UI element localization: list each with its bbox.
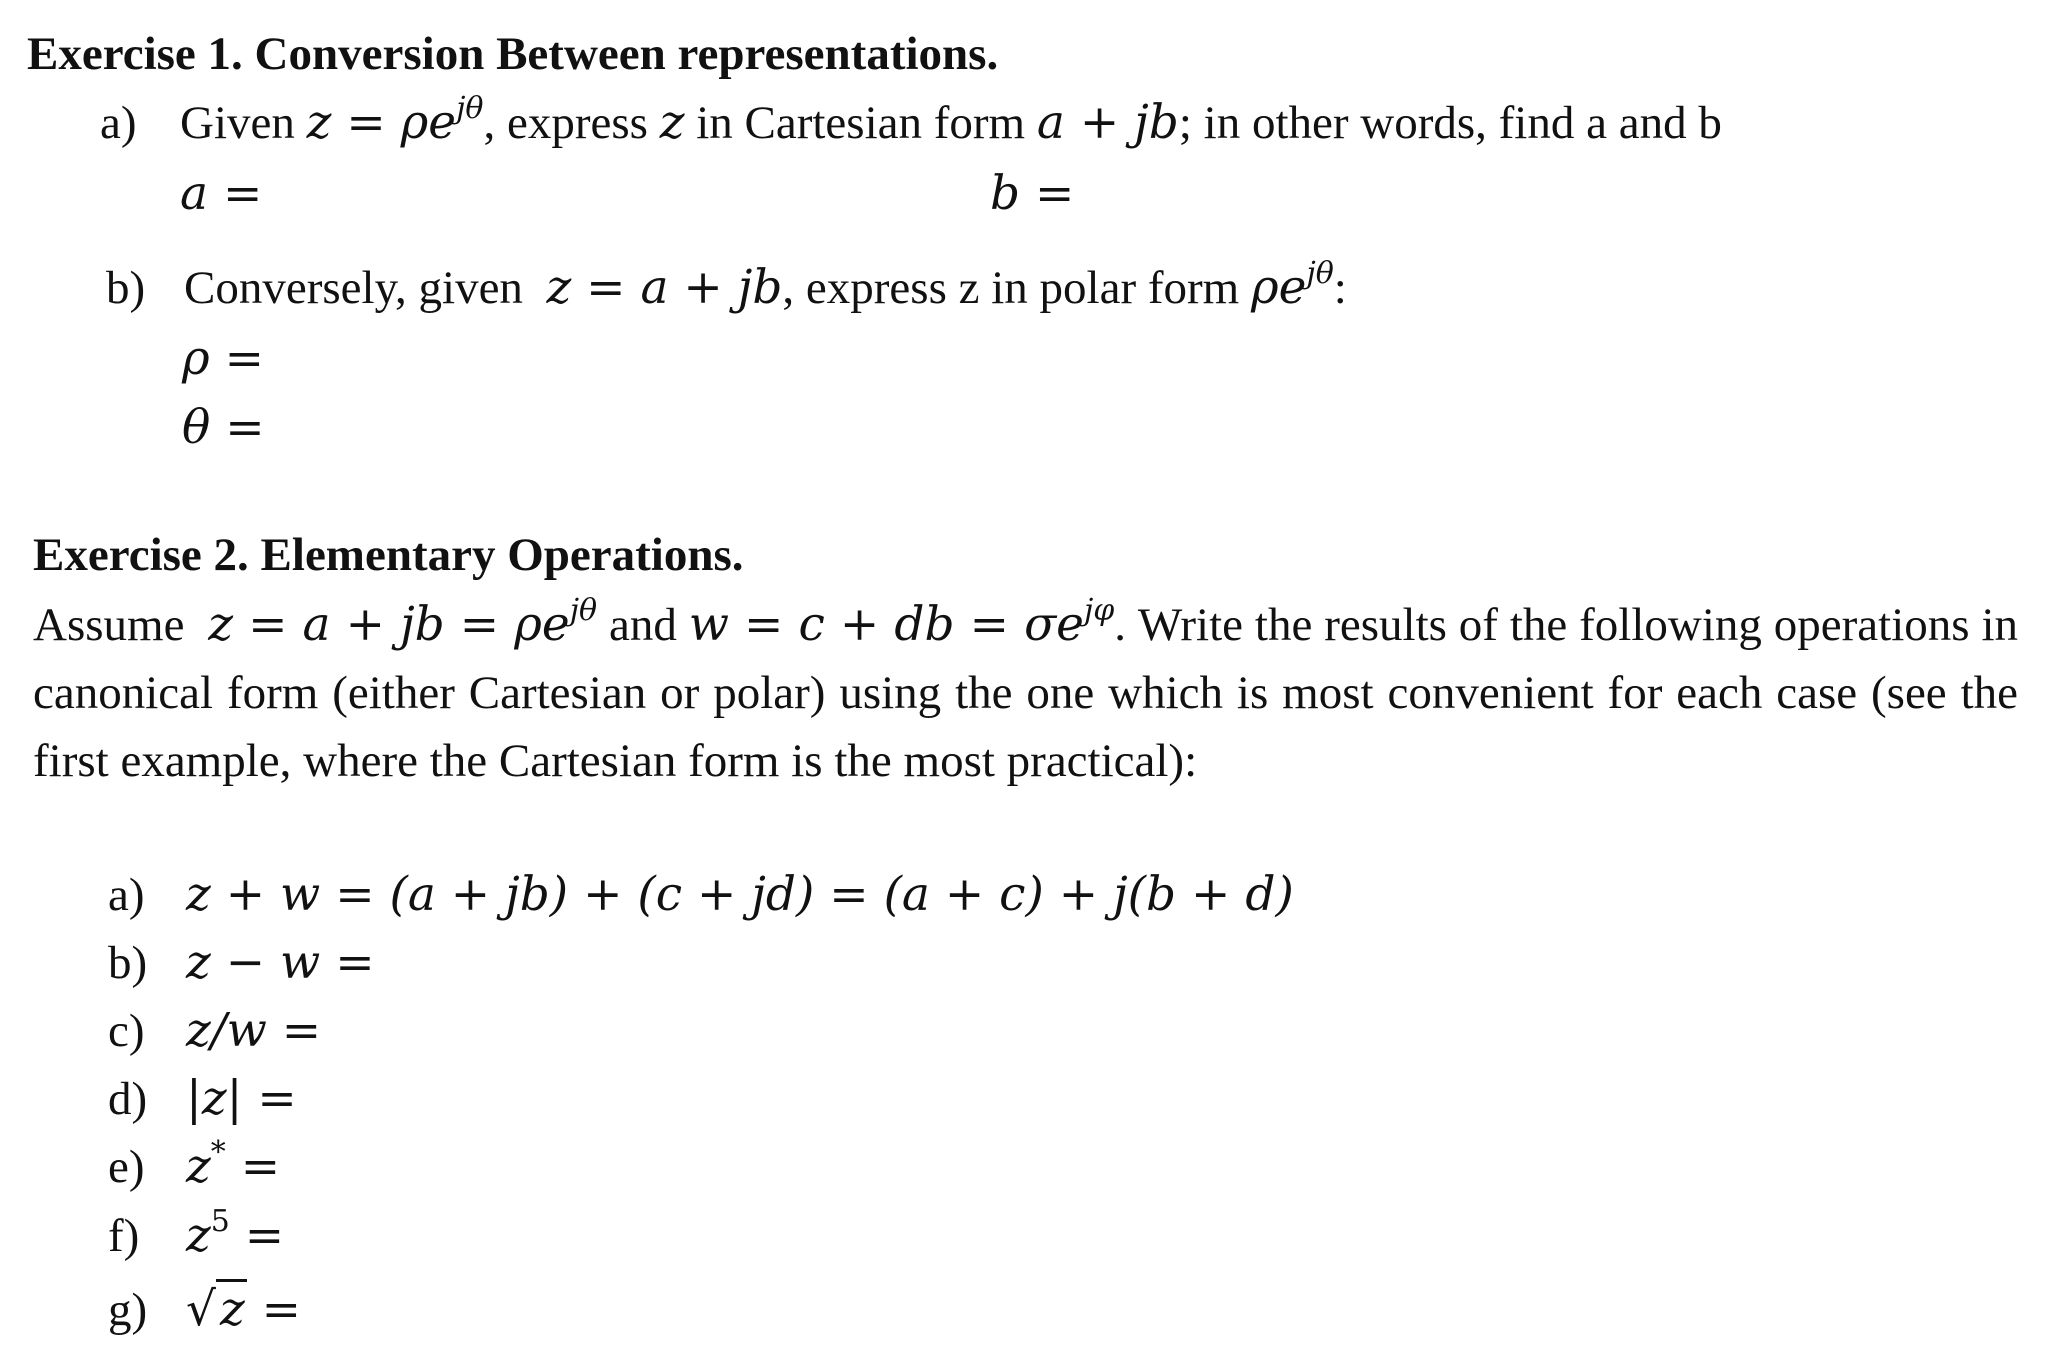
sqrt-radicand: z bbox=[216, 1279, 247, 1337]
part-a-z: z bbox=[659, 95, 685, 150]
exercise1-part-b bbox=[106, 258, 1347, 318]
answer-theta: θ = bbox=[182, 400, 265, 455]
part-a-express-text: , express bbox=[483, 97, 648, 149]
item-a bbox=[108, 865, 1294, 925]
intro-w-expr bbox=[688, 593, 1115, 652]
item-d bbox=[108, 1069, 297, 1129]
item-b bbox=[108, 933, 375, 993]
exercise1-title: Exercise 1. Conversion Between representations. bbox=[27, 28, 999, 80]
z-expr-base: z = a + jb = ρe bbox=[208, 597, 570, 652]
sqrt-sign: √ bbox=[186, 1282, 216, 1337]
item-f bbox=[108, 1206, 284, 1266]
polar-exponent: jθ bbox=[1306, 256, 1334, 291]
intro-rest: . Write the results of the following operations in canonical form (either Cartesian or polar) using the one which is most convenient for each case (see the first example, where the Cartesian form is the most practical): bbox=[33, 599, 2019, 787]
answer-b: b = bbox=[990, 166, 1075, 221]
item-d-label: d) bbox=[108, 1073, 148, 1125]
part-b-colon: : bbox=[1333, 262, 1347, 314]
w-expr-exponent: jφ bbox=[1083, 593, 1115, 628]
part-a-cartesian-expr: a + jb bbox=[1036, 95, 1179, 150]
item-g-expr bbox=[186, 1282, 301, 1337]
exercise1-part-a bbox=[100, 93, 1722, 153]
polar-base: ρe bbox=[1250, 260, 1307, 315]
item-f-base: z bbox=[186, 1208, 211, 1263]
item-f-expr bbox=[186, 1204, 285, 1263]
part-b-polar-expr bbox=[1250, 256, 1334, 315]
item-a-label: a) bbox=[108, 869, 145, 921]
item-b-label: b) bbox=[108, 937, 148, 989]
intro-z-expr bbox=[208, 593, 598, 652]
z-expr-exponent: jθ bbox=[569, 593, 598, 628]
item-b-expr: z − w = bbox=[186, 935, 375, 990]
item-g-tail: = bbox=[246, 1282, 302, 1337]
part-a-polar-expr bbox=[306, 91, 484, 150]
part-a-tail-text: ; in other words, find a and b bbox=[1178, 97, 1722, 149]
item-f-superscript: 5 bbox=[210, 1204, 230, 1239]
item-c-expr: z/w = bbox=[186, 1003, 322, 1058]
part-b-label: b) bbox=[106, 262, 146, 314]
part-b-lead-text: Conversely, given bbox=[184, 262, 523, 314]
item-d-expr: |z| = bbox=[186, 1071, 297, 1126]
item-a-expr: z + w = (a + jb) + (c + jd) = (a + c) + j(b + d) bbox=[186, 867, 1294, 922]
item-e bbox=[108, 1137, 280, 1197]
item-c bbox=[108, 1001, 321, 1061]
polar-base: z = ρe bbox=[306, 95, 457, 150]
answer-a: a = bbox=[180, 166, 263, 221]
exercise2-intro bbox=[33, 591, 2018, 795]
part-a-label: a) bbox=[100, 97, 137, 149]
w-expr-base: w = c + db = σe bbox=[688, 597, 1084, 652]
item-e-base: z bbox=[186, 1139, 211, 1194]
item-f-label: f) bbox=[108, 1210, 140, 1262]
item-e-expr bbox=[186, 1135, 281, 1194]
polar-exponent: jθ bbox=[456, 91, 484, 126]
item-e-tail: = bbox=[225, 1139, 281, 1194]
exercise2-title: Exercise 2. Elementary Operations. bbox=[33, 529, 744, 581]
item-f-tail: = bbox=[229, 1208, 285, 1263]
part-b-express-text: , express z in polar form bbox=[782, 262, 1240, 314]
item-e-superscript: * bbox=[210, 1135, 226, 1170]
answer-rho: ρ = bbox=[182, 331, 264, 386]
part-a-given-text: Given bbox=[180, 97, 295, 149]
item-e-label: e) bbox=[108, 1141, 145, 1193]
part-b-given-expr: z = a + jb bbox=[546, 260, 783, 315]
item-g bbox=[108, 1280, 301, 1340]
part-a-cartesian-text: in Cartesian form bbox=[696, 97, 1026, 149]
item-c-label: c) bbox=[108, 1005, 145, 1057]
intro-and: and bbox=[608, 599, 677, 651]
intro-assume: Assume bbox=[33, 599, 185, 651]
item-g-label: g) bbox=[108, 1284, 148, 1336]
